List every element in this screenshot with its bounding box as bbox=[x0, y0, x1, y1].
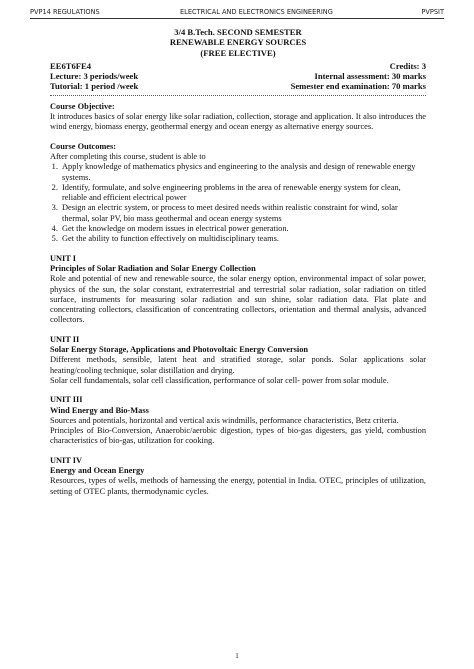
page-header bbox=[30, 6, 444, 18]
outcomes-intro: After completing this course, student is able to bbox=[50, 151, 206, 161]
objective-text: It introduces basics of solar energy like solar radiation, collection, storage and application. It also introduces the wind energy, biomass energy, geothermal energy and ocean energy as alternative energy sources. bbox=[50, 112, 426, 132]
header-regulations: PVP14 REGULATIONS bbox=[30, 8, 100, 16]
outcome-item: 2. Identify, formulate, and solve engineering problems in the area of renewable energy system for clean, reliable and efficient electrical power bbox=[60, 183, 426, 204]
unit-2-text-1: Different methods, sensible, latent heat and stratified storage, solar ponds. Solar applications solar heating/cooling technique, solar distillation and drying. bbox=[50, 355, 426, 375]
semester-exam: Semester end examination: 70 marks bbox=[290, 81, 426, 92]
outcome-item: 3. Design an electric system, or process to meet desired needs within realistic constraint for wind, solar thermal, solar PV, bio mass geothermal and ocean energy systems bbox=[60, 203, 426, 224]
unit-2-label: UNIT II bbox=[50, 334, 80, 344]
unit-4-text: Resources, types of wells, methods of harnessing the energy, potential in India. OTEC, principles of utilization, setting of OTEC plants, thermodynamic cycles. bbox=[50, 476, 426, 496]
unit-3-title: Wind Energy and Bio-Mass bbox=[50, 405, 149, 415]
unit-1-text: Role and potential of new and renewable source, the solar energy option, environmental impact of solar power, physics of the sun, the solar constant, extraterrestrial and terrestrial solar radiation, solar radiation on titled surface, instruments for measuring solar radiation and sun shine, solar radiation data. Flat plate and concentrating collectors, classification of concentrating collectors, orientation and thermal analysis, advanced collectors. bbox=[50, 274, 426, 325]
lecture-periods: Lecture: 3 periods/week bbox=[50, 71, 139, 82]
unit-2-title: Solar Energy Storage, Applications and Photovoltaic Energy Conversion bbox=[50, 345, 309, 355]
header-department: ELECTRICAL AND ELECTRONICS ENGINEERING bbox=[180, 8, 333, 16]
meta-row-lecture bbox=[50, 71, 426, 81]
meta-row-code bbox=[50, 61, 426, 71]
course-code: EE6T6FE4 bbox=[50, 60, 92, 71]
title-semester: 3/4 B.Tech. SECOND SEMESTER bbox=[174, 27, 302, 37]
meta-row-tutorial bbox=[50, 81, 426, 91]
outcomes-heading: Course Outcomes: bbox=[50, 141, 117, 151]
unit-4-title: Energy and Ocean Energy bbox=[50, 465, 145, 475]
unit-4-label: UNIT IV bbox=[50, 455, 83, 465]
unit-3-text-2: Principles of Bio-Conversion, Anaerobic/aerobic digestion, types of bio-gas digesters, gas yield, combustion characteristics of bio-gas, utilization for cooking. bbox=[50, 426, 426, 446]
header-divider bbox=[30, 18, 444, 19]
outcome-item: 5. Get the ability to function effectively on multidisciplinary teams. bbox=[60, 234, 426, 244]
unit-3-label: UNIT III bbox=[50, 395, 83, 405]
objective-heading: Course Objective: bbox=[50, 101, 115, 111]
credits: Credits: 3 bbox=[389, 60, 426, 71]
tutorial-periods: Tutorial: 1 period /week bbox=[50, 81, 139, 92]
unit-1-title: Principles of Solar Radiation and Solar Energy Collection bbox=[50, 263, 256, 273]
unit-2-text-2: Solar cell fundamentals, solar cell classification, performance of solar cell- power from solar module. bbox=[50, 375, 389, 385]
page-number: 1 bbox=[235, 652, 239, 660]
title-course: RENEWABLE ENERGY SOURCES bbox=[169, 37, 307, 48]
title-elective: (FREE ELECTIVE) bbox=[200, 47, 276, 58]
internal-assessment: Internal assessment: 30 marks bbox=[314, 71, 426, 82]
outcome-item: 4. Get the knowledge on modern issues in electrical power generation. bbox=[60, 224, 426, 234]
outcomes-list bbox=[50, 162, 426, 244]
outcome-item: 1. Apply knowledge of mathematics physics and engineering to the analysis and design of renewable energy systems. bbox=[60, 162, 426, 183]
unit-3-text-1: Sources and potentials, horizontal and vertical axis windmills, performance characteristics, Betz criteria. bbox=[50, 415, 399, 425]
unit-1-label: UNIT I bbox=[50, 253, 77, 263]
header-institute: PVPSIT bbox=[421, 8, 444, 16]
dotted-divider bbox=[50, 95, 426, 96]
document-body bbox=[50, 27, 426, 497]
